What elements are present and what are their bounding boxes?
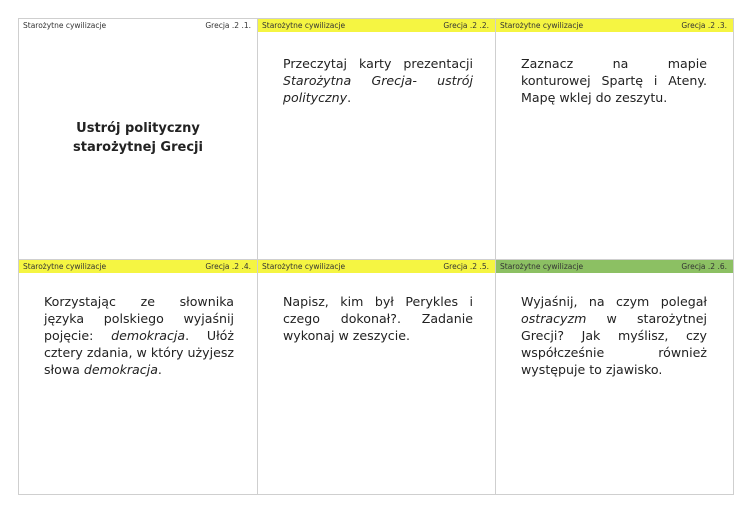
text-part: . (347, 90, 352, 105)
card-code: Grecja .2 .5. (443, 262, 489, 271)
card-code: Grecja .2 .3. (681, 21, 727, 30)
card-subject: Starożytne cywilizacje (262, 21, 346, 30)
text-part: Wyjaśnij, na czym polegał (521, 294, 707, 309)
card-task-5 (257, 259, 495, 494)
text-italic: Starożytna Grecja- ustrój polityczny (283, 73, 473, 105)
card-code: Grecja .2 .1. (205, 21, 251, 30)
card-text (44, 293, 234, 378)
card-header (258, 260, 495, 273)
card-task-6 (495, 259, 733, 494)
card-task-2 (257, 19, 495, 259)
card-text (283, 55, 473, 106)
card-header (19, 19, 257, 32)
card-title-text: Ustrój polityczny starożytnej Grecji (73, 121, 203, 155)
card-task-3 (495, 19, 733, 259)
text-part: Korzystając ze słownika języka polskiego wyjaśnij pojęcie: (44, 294, 234, 343)
card-code: Grecja .2 .2. (443, 21, 489, 30)
card-subject: Starożytne cywilizacje (23, 21, 107, 30)
card-title (19, 19, 257, 259)
card-header (496, 19, 733, 32)
card-text: Napisz, kim był Perykles i czego dokonał?. Zadanie wykonaj w zeszycie. (283, 294, 473, 343)
card-header (496, 260, 733, 273)
text-part: w starożytnej Grecji? Jak myślisz, czy współcześnie również występuje to zjawisko. (521, 311, 707, 377)
card-subject: Starożytne cywilizacje (500, 262, 584, 271)
card-subject: Starożytne cywilizacje (23, 262, 107, 271)
text-italic: ostracyzm (521, 311, 587, 326)
text-part: . (157, 362, 162, 377)
card-code: Grecja .2 .4. (205, 262, 251, 271)
card-subject: Starożytne cywilizacje (262, 262, 346, 271)
card-text: Zaznacz na mapie konturowej Spartę i Ateny. Mapę wklej do zeszytu. (521, 56, 707, 105)
card-text (521, 293, 707, 378)
card-header (258, 19, 495, 32)
card-subject: Starożytne cywilizacje (500, 21, 584, 30)
text-italic: demokracja (83, 362, 158, 377)
card-task-4 (19, 259, 257, 494)
card-header (19, 260, 257, 273)
text-italic: demokracja (111, 328, 186, 343)
task-cards-grid (18, 18, 734, 495)
text-part: Przeczytaj karty prezentacji (283, 56, 473, 71)
card-code: Grecja .2 .6. (681, 262, 727, 271)
text-part: . Ułóż cztery zdania, w który użyjesz słowa (44, 328, 234, 377)
